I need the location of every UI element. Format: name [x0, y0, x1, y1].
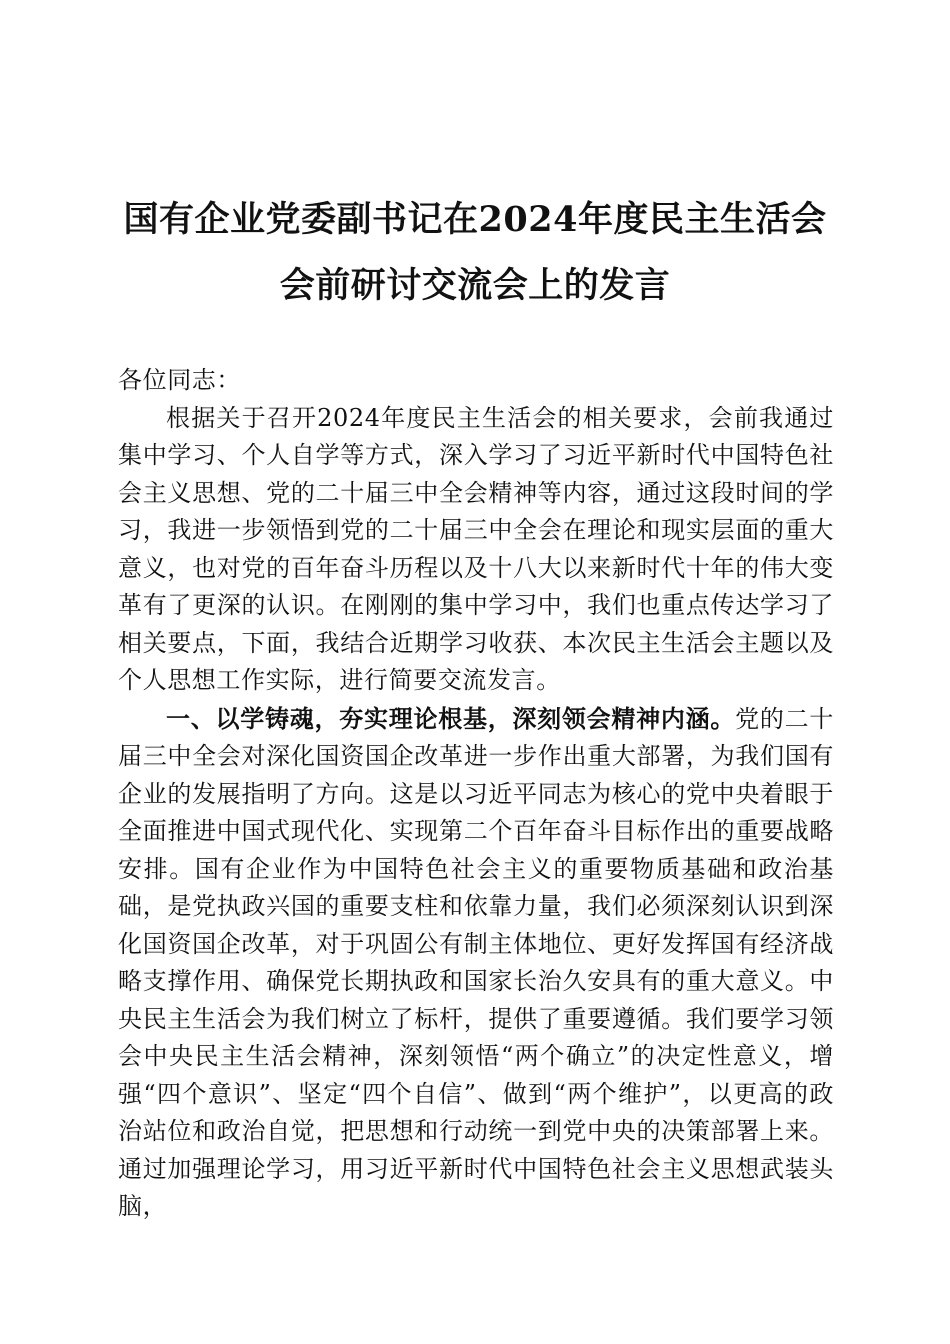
section-1-heading: 一、以学铸魂，夯实理论根基，深刻领会精神内涵。 — [166, 703, 736, 733]
document-title-line-1: 国有企业党委副书记在2024年度民主生活会 — [123, 199, 827, 240]
paragraph-section-1 — [118, 700, 834, 1226]
document-body — [118, 362, 834, 1226]
document-title-line-2: 会前研讨交流会上的发言 — [279, 265, 671, 306]
paragraph-intro: 根据关于召开2024年度民主生活会的相关要求，会前我通过集中学习、个人自学等方式，深入学习了习近平新时代中国特色社会主义思想、党的二十届三中全会精神等内容，通过这段时间的学习，我进一步领悟到党的二十届三中全会在理论和现实层面的重大意义，也对党的百年奋斗历程以及十八大以来新时代十年的伟大变革有了更深的认识。在刚刚的集中学习中，我们也重点传达学习了相关要点，下面，我结合近期学习收获、本次民主生活会主题以及个人思想工作实际，进行简要交流发言。 — [118, 403, 834, 694]
section-1-body: 党的二十届三中全会对深化国资国企改革进一步作出重大部署，为我们国有企业的发展指明了方向。这是以习近平同志为核心的党中央着眼于全面推进中国式现代化、实现第二个百年奋斗目标作出的重要战略安排。国有企业作为中国特色社会主义的重要物质基础和政治基础，是党执政兴国的重要支柱和依靠力量，我们必须深刻认识到深化国资国企改革，对于巩固公有制主体地位、更好发挥国有经济战略支撑作用、确保党长期执政和国家长治久安具有的重大意义。中央民主生活会为我们树立了标杆，提供了重要遵循。我们要学习领会中央民主生活会精神，深刻领悟“两个确立”的决定性意义，增强“四个意识”、坚定“四个自信”、做到“两个维护”，以更高的政治站位和政治自觉，把思想和行动统一到党中央的决策部署上来。通过加强理论学习，用习近平新时代中国特色社会主义思想武装头脑， — [118, 704, 834, 1220]
salutation: 各位同志： — [118, 366, 241, 394]
